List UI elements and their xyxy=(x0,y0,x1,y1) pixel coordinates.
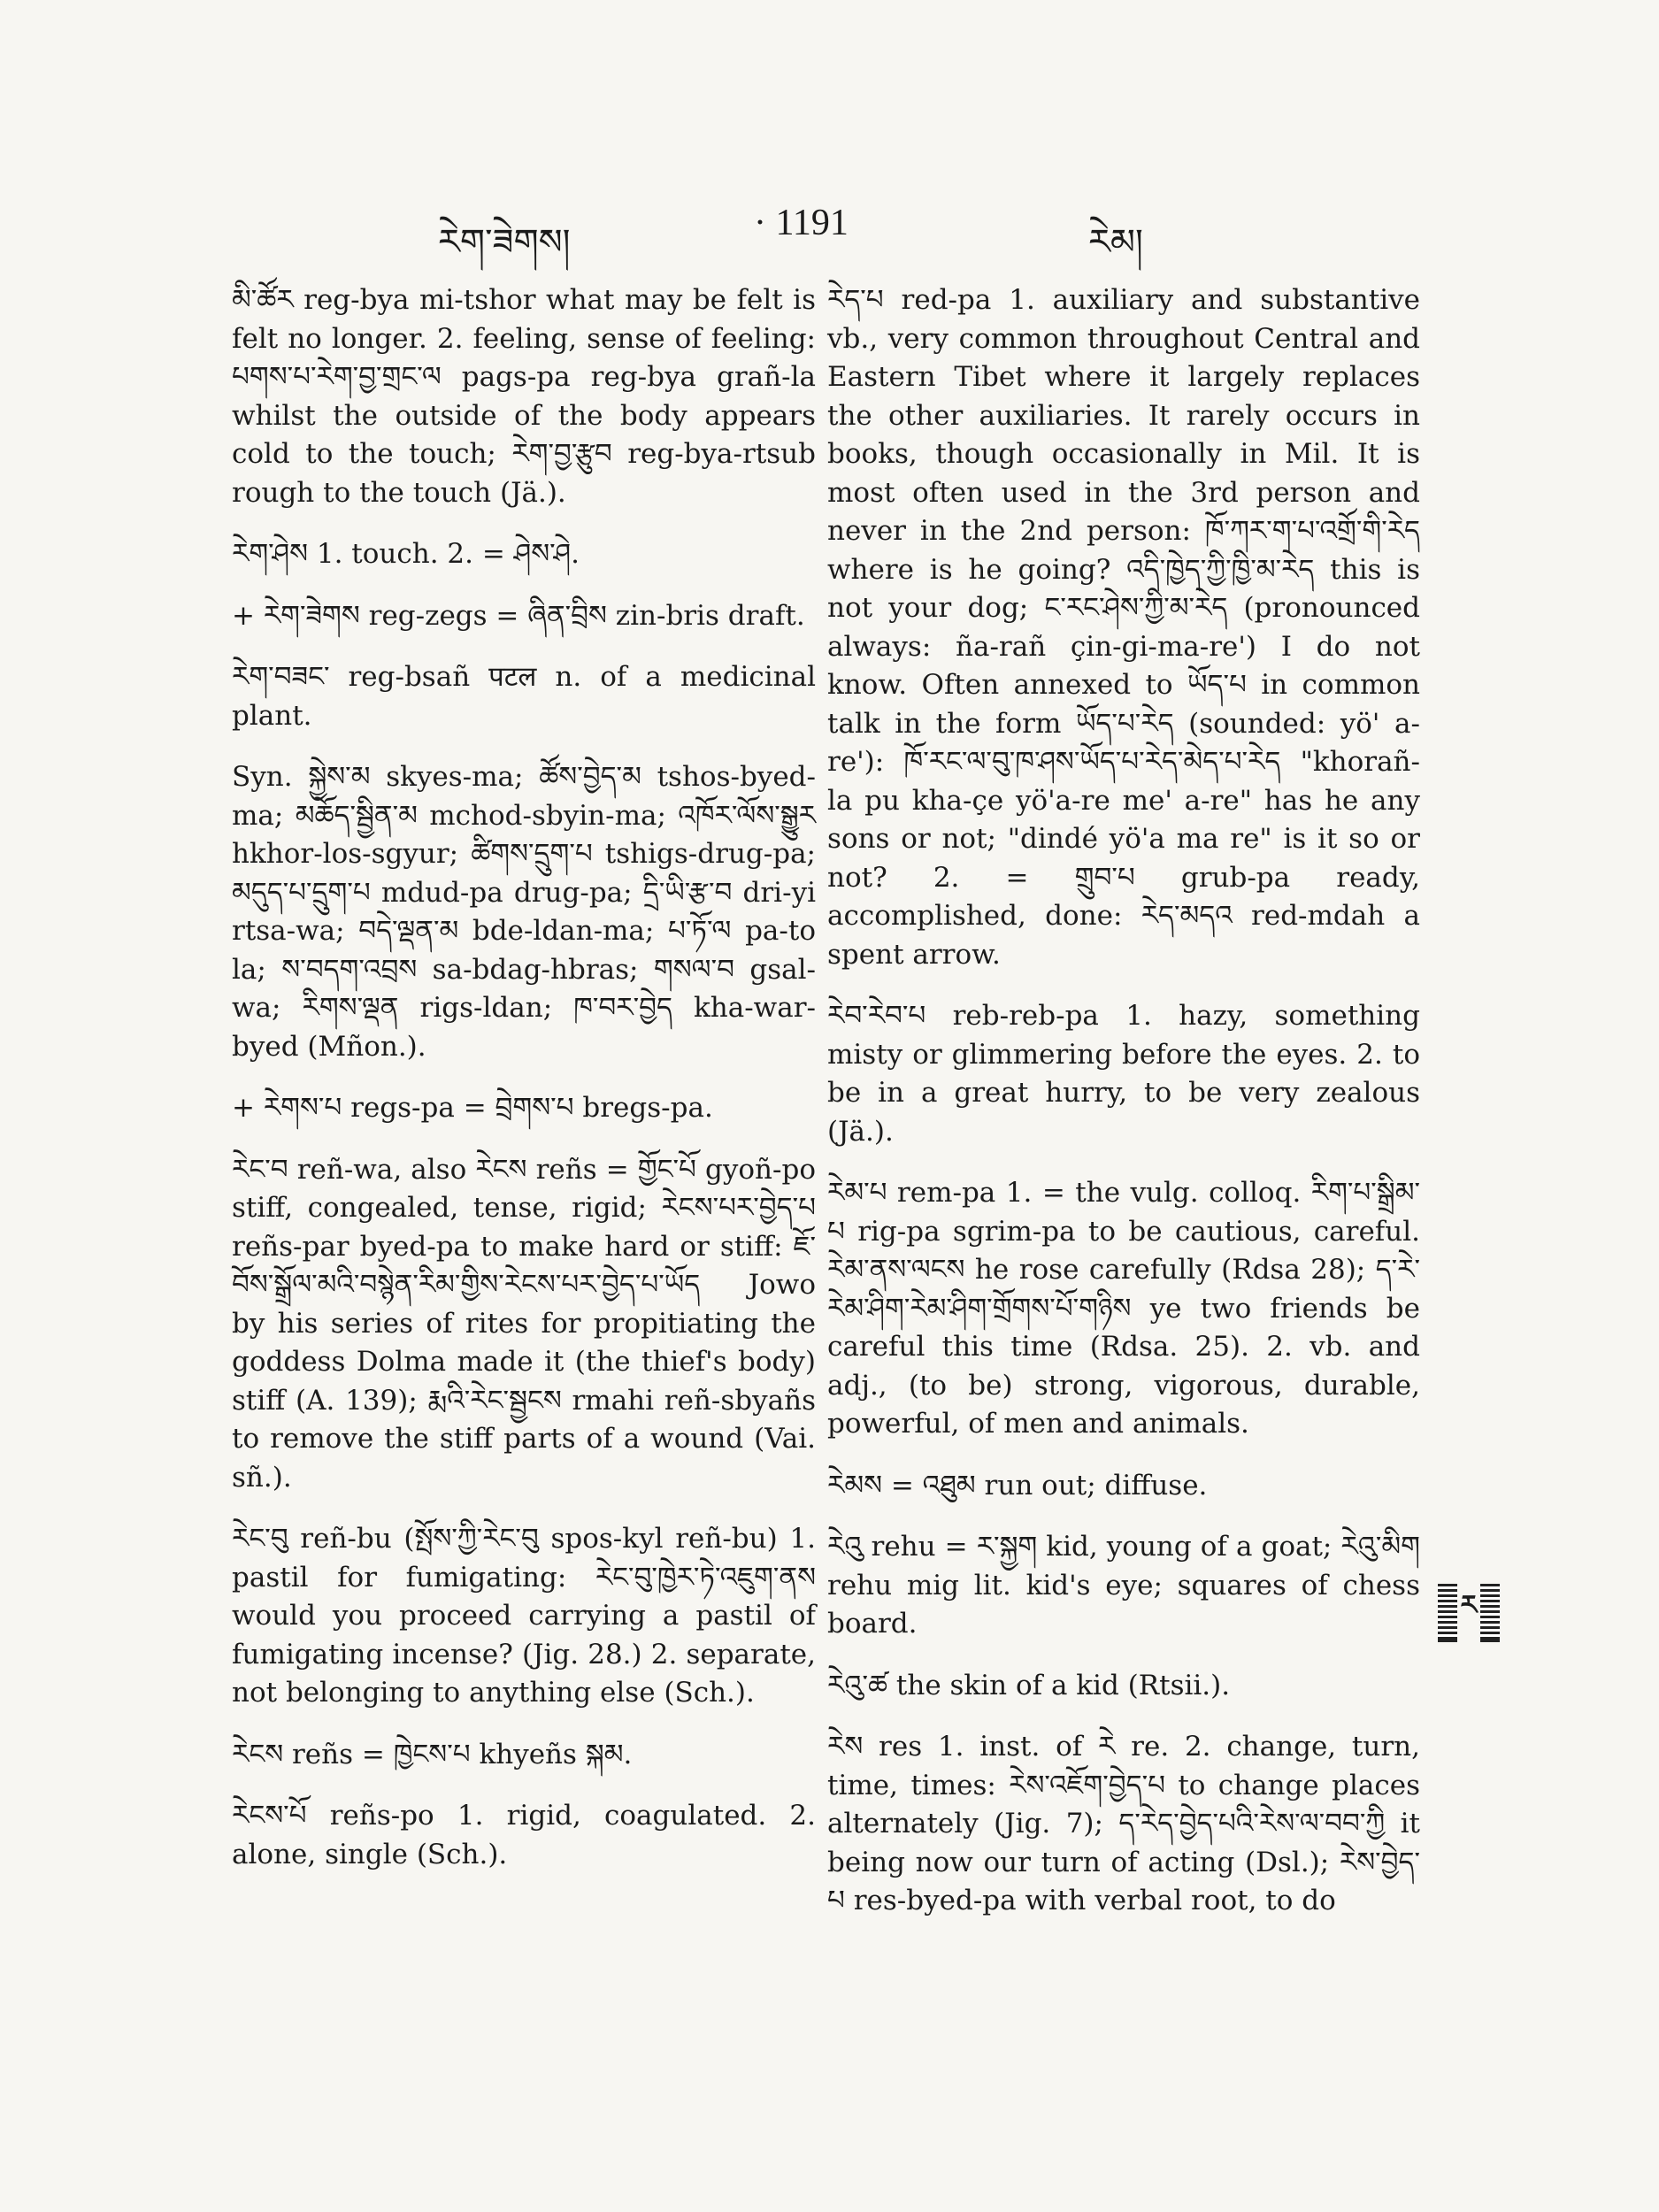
header-right: རེམ། xyxy=(1088,222,1143,263)
entry-rems: རེམས = འཐུམ run out; diffuse. xyxy=(827,1469,1208,1502)
entry-rehu-tsha: རེའུ་ཚ the skin of a kid (Rtsii.). xyxy=(827,1669,1231,1701)
right-column xyxy=(827,281,1420,1944)
entry-reng-wa: རེང་བ reñ-wa, also རེངས reñs = གྱོང་པོ gyoñ-po stiff, congealed, tense, rigid; རེངས་པར་བྱེད་པ reñs-par byed-pa to make hard or stiff: ཇོ་བོས་སྒྲོལ་མའི་བསྙེན་རིམ་གྱིས་རེངས་པར་བྱེད་པ་ཡོད Jowo by his series of rites for propitiating the goddess Dolma made it (the thief's body) stiff (A. 139); རྨའི་རེང་སྦྱངས rmahi reñ-sbyañs to remove the stiff parts of a wound (Vai. sñ.). xyxy=(232,1153,816,1494)
entry-reg-zegs: + རེག་ཟེགས reg-zegs = ཞིན་བྲིས zin-bris draft. xyxy=(232,599,805,632)
entry-reng-bu: རེང་བུ reñ-bu (སྤོས་ཀྱི་རེང་བུ spos-kyl reñ-bu) 1. pastil for fumigating: རེང་བུ་ཁྱེར་ཏེ་འཇུག་ནས would you proceed carrying a pastil of fumigating incense? (Jig. 28.) 2. separate, not belonging to anything else (Sch.). xyxy=(232,1523,816,1709)
entry-reg-bya: མི་ཚོར reg-bya mi-tshor what may be felt is felt no longer. 2. feeling, sense of feeling: པགས་པ་རེག་བྱ་གྲང་ལ pags-pa reg-bya grañ-la whilst the outside of the body appears cold to the touch; རེག་བྱ་རྩུབ reg-bya-rtsub rough to the touch (Jä.). xyxy=(232,284,816,509)
header-left: རེག་ཟེགས། xyxy=(438,222,571,263)
entry-reg-bsang: རེག་བཟང་ reg-bsañ पटल n. of a medicinal plant. xyxy=(232,661,816,732)
entry-rengs-po: རེངས་པོ reñs-po 1. rigid, coagulated. 2. alone, single (Sch.). xyxy=(232,1800,816,1870)
entry-rengs: རེངས reñs = ཁྱེངས་པ khyeñs སྐམ. xyxy=(232,1738,633,1770)
thumb-index-mark xyxy=(1438,1584,1500,1642)
page-number: · 1191 xyxy=(754,203,849,243)
entry-res: རེས res 1. inst. of རེ re. 2. change, turn, time, times: རེས་འཇོག་བྱེད་པ to change places alternately (Jig. 7); ད་རེད་བྱེད་པའི་རེས་ལ་བབ་ཀྱི it being now our turn of acting (Dsl.); རེས་བྱེད་པ res-byed-pa with verbal root, to do xyxy=(827,1731,1420,1916)
thumb-index-letter: ར xyxy=(1457,1576,1481,1650)
entry-synonyms: Syn. སྐྱེས་མ skyes-ma; ཚོས་བྱེད་མ tshos-byed-ma; མཆོད་སྦྱིན་མ mchod-sbyin-ma; འཁོར་ལོས་སྒྱུར hkhor-los-sgyur; ཚིགས་དྲུག་པ tshigs-drug-pa; མདུད་པ་དྲུག་པ mdud-pa drug-pa; དྲི་ཡི་རྩ་བ dri-yi rtsa-wa; བདེ་ལྡན་མ bde-ldan-ma; པ་ཏོ་ལ pa-to la; ས་བདག་འབྲས sa-bdag-hbras; གསལ་བ gsal-wa; རིགས་ལྡན rigs-ldan; ཁ་བར་བྱེད kha-war-byed (Mñon.). xyxy=(232,761,816,1063)
entry-rehu: རེའུ rehu = ར་སྐྱག kid, young of a goat; རེའུ་མིག rehu mig lit. kid's eye; squares of chess board. xyxy=(827,1531,1420,1640)
entry-regs-pa: + རེགས་པ regs-pa = བྲེགས་པ bregs-pa. xyxy=(232,1092,713,1124)
entry-rem-pa: རེམ་པ rem-pa 1. = the vulg. colloq. རིག་པ་སྒྲིམ་པ rig-pa sgrim-pa to be cautious, careful. རེམ་ནས་ལངས he rose carefully (Rdsa 28); ད་རེ་རེམ་ཤིག་རེམ་ཤིག་གྲོགས་པོ་གཉིས ye two friends be careful this time (Rdsa. 25). 2. vb. and adj., (to be) strong, vigorous, durable, powerful, of men and animals. xyxy=(827,1177,1420,1440)
entry-reg-shes: རེག་ཤེས 1. touch. 2. = ཤེས་ཤེ. xyxy=(232,538,580,570)
entry-red-pa: རེད་པ red-pa 1. auxiliary and substantive vb., very common throughout Central and Eastern Tibet where it largely replaces the other auxiliaries. It rarely occurs in books, though occasionally in Mil. It is most often used in the 3rd person and never in the 2nd person: ཁོ་ཀར་ག་པ་འགྲོ་གི་རེད where is he going? འདི་ཁྱེད་ཀྱི་ཁྱི་མ་རེད this is not your dog; ང་རང་ཤེས་ཀྱི་མ་རེད (pronounced always: ña-rañ çin-gi-ma-re') I do not know. Often annexed to ཡོད་པ in common talk in the form ཡོད་པ་རེད (sounded: yö' a-re'): ཁོ་རང་ལ་བུ་ཁ་ཤས་ཡོད་པ་རེད་མེད་པ་རེད "khorañ-la pu kha-çe yö'a-re me' a-re" has he any sons or not; "dindé yö'a ma re" is it so or not? 2. = གྲུབ་པ grub-pa ready, accomplished, done: རེད་མདའ red-mdah a spent arrow. xyxy=(827,284,1420,971)
entry-reb-reb-pa: རེབ་རེབ་པ reb-reb-pa 1. hazy, something misty or glimmering before the eyes. 2. to be in a great hurry, to be very zealous (Jä.). xyxy=(827,1000,1420,1148)
left-column xyxy=(232,281,816,1897)
